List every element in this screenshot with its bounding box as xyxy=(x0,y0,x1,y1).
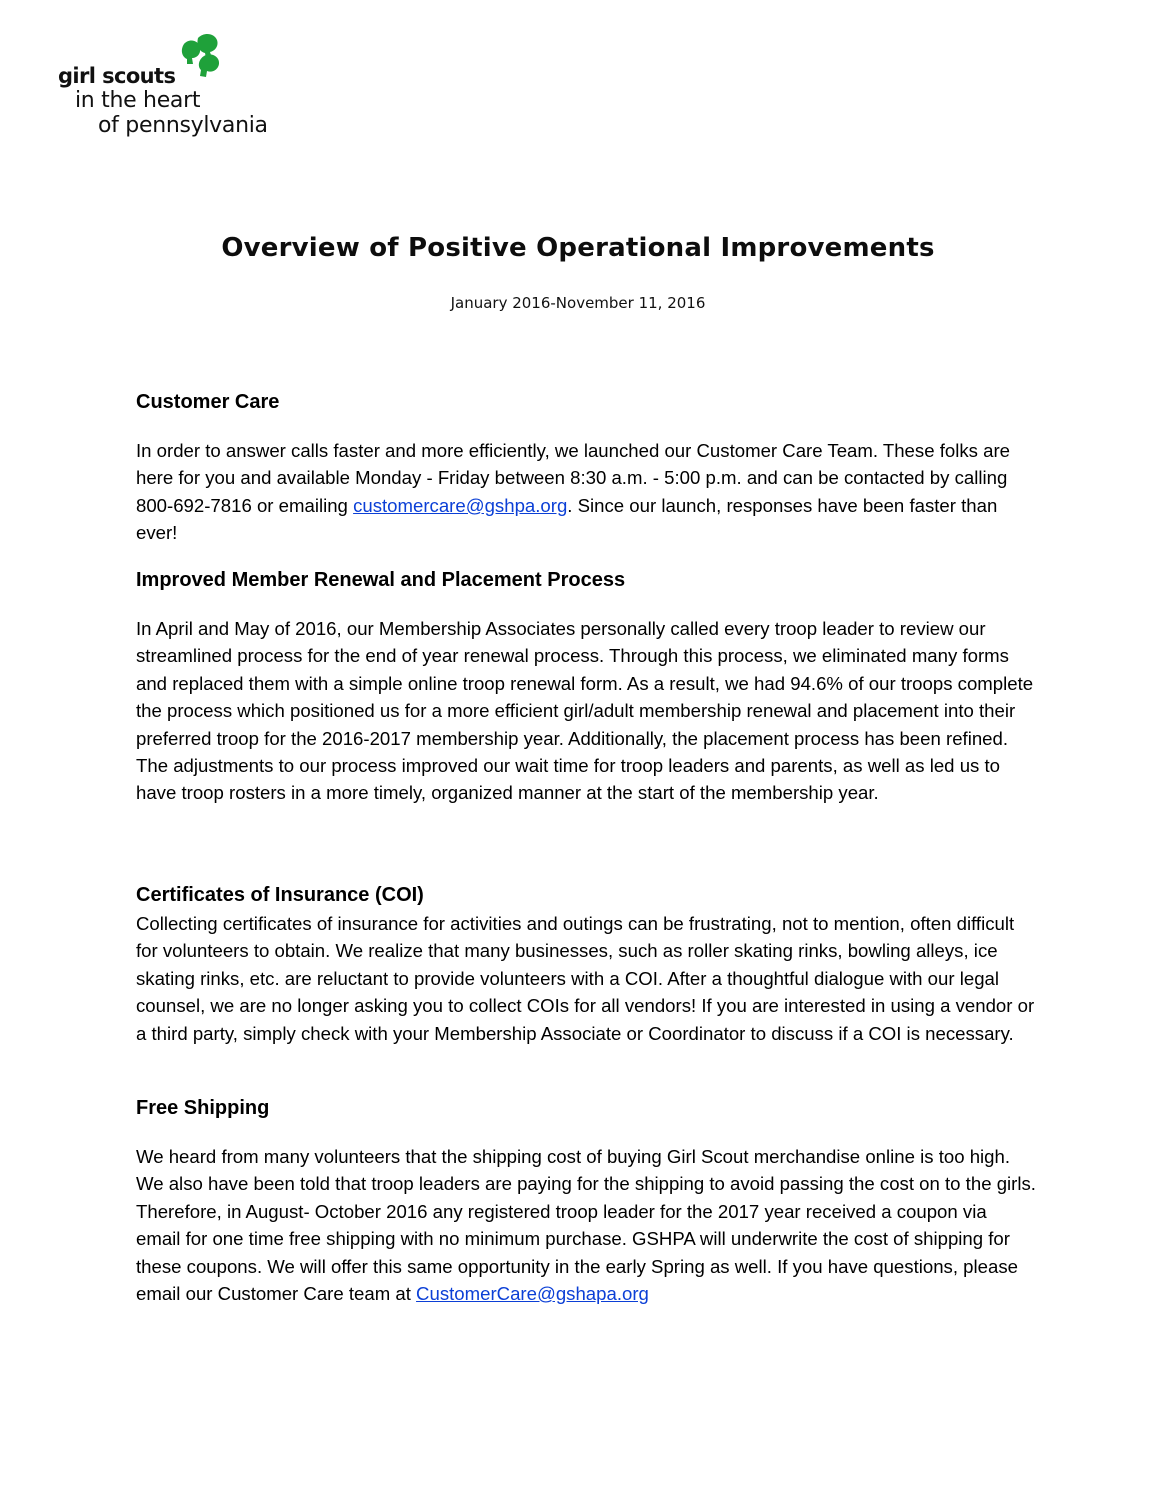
logo xyxy=(58,30,288,150)
logo-line-1: girl scouts xyxy=(58,64,176,88)
paragraph-coi: Collecting certificates of insurance for activities and outings can be frustrating, not to mention, often difficult for volunteers to obtain. We realize that many businesses, such as roller skating rinks, bowling alleys, ice skating rinks, etc. are reluctant to provide volunteers with a COI. After a thoughtful dialogue with our legal counsel, we are no longer asking you to collect COIs for all vendors! If you are interested in using a vendor or a third party, simply check with your Membership Associate or Coordinator to discuss if a COI is necessary. xyxy=(136,913,1035,1044)
date-range: January 2016-November 11, 2016 xyxy=(450,294,706,312)
paragraph-text: In order to answer calls faster and more efficiently, we launched our Customer Care Team. These folks are here for you and available Monday - Friday between 8:30 a.m. - 5:00 p.m. and can be contacted by calling 800-692-7816 or emailing xyxy=(136,440,1010,516)
logo-wordmark xyxy=(58,64,268,138)
paragraph-free-shipping xyxy=(136,1143,1036,1307)
heading-coi: Certificates of Insurance (COI) xyxy=(136,884,424,906)
page-title: Overview of Positive Operational Improvements xyxy=(221,233,935,263)
heading-customer-care: Customer Care xyxy=(136,391,280,413)
logo-line-2: in the heart xyxy=(75,88,201,113)
heading-renewal: Improved Member Renewal and Placement Process xyxy=(136,569,626,591)
heading-free-shipping: Free Shipping xyxy=(136,1097,270,1119)
logo-line-3: of pennsylvania xyxy=(98,113,268,138)
paragraph-customer-care xyxy=(136,437,1036,547)
paragraph-text: . Since our launch, responses have been faster than ever! xyxy=(136,494,998,544)
customer-care-email-link-2[interactable]: CustomerCare@gshapa.org xyxy=(416,1283,649,1305)
paragraph-text: We heard from many volunteers that the shipping cost of buying Girl Scout merchandise online is too high. We also have been told that troop leaders are paying for the shipping to avoid passing the cost on to the girls. Therefore, in August- October 2016 any registered troop leader for the 2017 year received a coupon via email for one time free shipping with no minimum purchase. GSHPA will underwrite the cost of shipping for these coupons. We will offer this same opportunity in the early Spring as well. If you have questions, please email our Customer Care team at xyxy=(136,1146,1036,1305)
customer-care-email-link[interactable]: customercare@gshpa.org xyxy=(353,494,568,516)
paragraph-renewal: In April and May of 2016, our Membership Associates personally called every troop leader to review our streamlined process for the end of year renewal process. Through this process, we eliminated many forms and replaced them with a simple online troop renewal form. As a result, we had 94.6% of our troops complete the process which positioned us for a more efficient girl/adult membership renewal and placement into their preferred troop for the 2016-2017 membership year. Additionally, the placement process has been refined. The adjustments to our process improved our wait time for troop leaders and parents, as well as led us to have troop rosters in a more timely, organized manner at the start of the membership year. xyxy=(136,618,1034,804)
